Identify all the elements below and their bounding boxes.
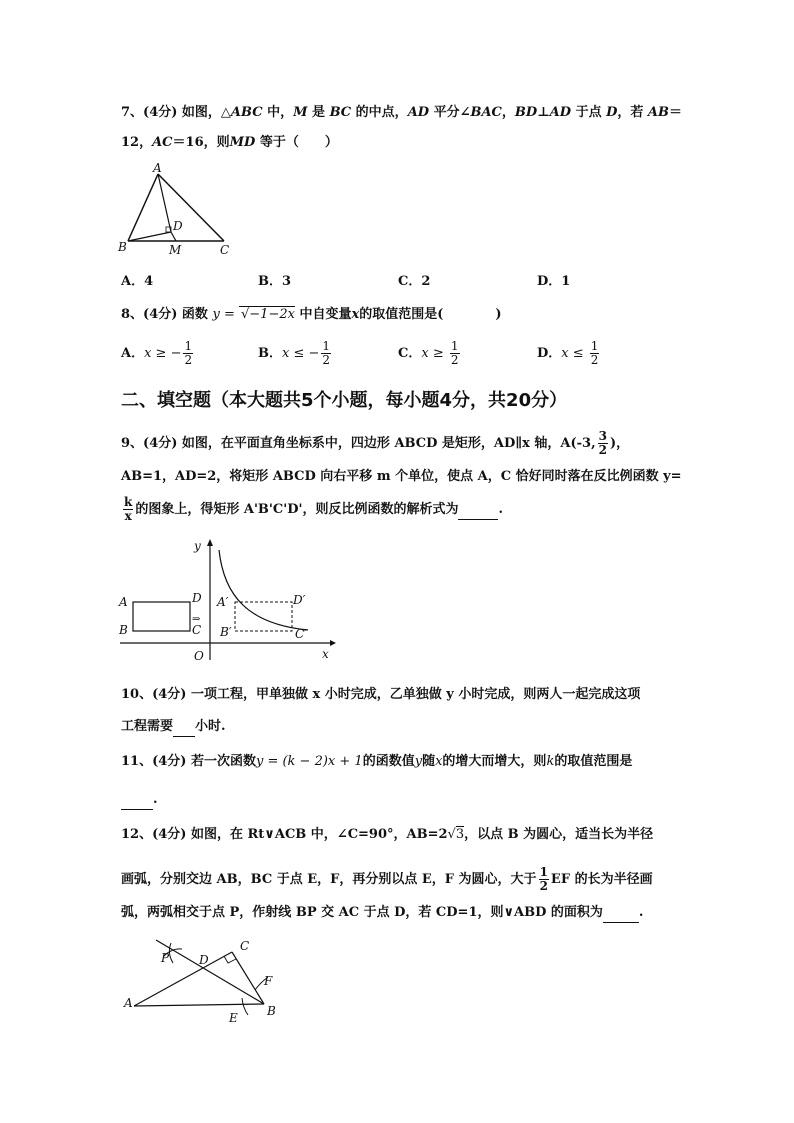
q7-option-c[interactable]: C．2 bbox=[398, 274, 431, 289]
q9-label-a-prime: A′ bbox=[217, 595, 229, 609]
q7-label-c: C bbox=[220, 243, 230, 257]
q8-option-c[interactable]: C．x ≥ $\frac{1}{2}$ bbox=[398, 339, 459, 367]
q9-label-c-prime: C′ bbox=[295, 627, 307, 641]
q8-question: 8、(4分) 函数 y = √−1−2x 中自变量x的取值范围是( ) bbox=[121, 307, 502, 322]
q7-option-b[interactable]: B．3 bbox=[258, 274, 292, 289]
q9-coordinate-figure bbox=[116, 536, 338, 666]
q7-line2: 12，AC＝16，则MD 等于（ ） bbox=[121, 135, 338, 150]
q7-label-d: D bbox=[173, 219, 183, 233]
q7-option-d[interactable]: D．1 bbox=[537, 274, 571, 289]
q12-label-c: C bbox=[240, 939, 250, 953]
q7-label-m: M bbox=[169, 243, 182, 257]
q11-answer-blank[interactable] bbox=[121, 791, 153, 810]
q9-label-y: y bbox=[194, 539, 201, 553]
q9-label-x: x bbox=[322, 647, 329, 661]
q12-label-a: A bbox=[124, 996, 133, 1010]
q7-line1: 7、(4分) 如图，△ABC 中，M 是 BC 的中点，AD 平分∠BAC，BD⊥AD 于点 D，若 AB＝ bbox=[121, 105, 683, 120]
q11-line2: . bbox=[121, 791, 158, 810]
q8-option-a[interactable]: A．x ≥ − $\frac{1}{2}$ bbox=[121, 339, 193, 367]
q9-line2: AB=1，AD=2，将矩形 ABCD 向右平移 m 个单位，使点 A，C 恰好同时落在反比例函数 y= bbox=[121, 469, 682, 484]
q12-label-d: D bbox=[199, 953, 209, 967]
q12-label-p: P bbox=[161, 951, 170, 965]
q9-label-b: B bbox=[119, 623, 128, 637]
q7-label-a: A bbox=[153, 161, 162, 175]
section-2-heading: 二、填空题（本大题共5个小题，每小题4分，共20分） bbox=[121, 390, 568, 411]
q9-label-a: A bbox=[119, 595, 128, 609]
q12-answer-blank[interactable] bbox=[603, 904, 639, 923]
q12-label-b: B bbox=[267, 1004, 276, 1018]
q12-line3: 弧，两弧相交于点 P，作射线 BP 交 AC 于点 D，若 CD=1，则∨ABD 的面积为 . bbox=[121, 904, 643, 923]
q9-arrow: ⇒ bbox=[192, 614, 201, 625]
q9-line1: 9、(4分) 如图，在平面直角坐标系中，四边形 ABCD 是矩形，AD∥x 轴，A(-3, $\frac{3}{2}$ )， bbox=[121, 429, 630, 457]
q9-label-b-prime: B′ bbox=[220, 625, 232, 639]
q8-option-d[interactable]: D．x ≤ $\frac{1}{2}$ bbox=[537, 339, 599, 367]
q9-answer-blank[interactable] bbox=[458, 501, 498, 520]
q9-label-o: O bbox=[194, 649, 204, 663]
q11-line1: 11、(4分) 若一次函数y = (k − 2)x + 1的函数值y随x的增大而增大，则k的取值范围是 bbox=[121, 754, 633, 769]
q7-label-b: B bbox=[118, 240, 127, 254]
q12-label-f: F bbox=[264, 974, 273, 988]
q10-answer-blank[interactable] bbox=[173, 718, 195, 737]
q10-line1: 10、(4分) 一项工程，甲单独做 x 小时完成，乙单独做 y 小时完成，则两人一起完成这项 bbox=[121, 687, 641, 702]
q7-option-a[interactable]: A．4 bbox=[121, 274, 154, 289]
q12-label-e: E bbox=[229, 1011, 238, 1024]
q9-label-c: C bbox=[192, 623, 202, 637]
q12-line1: 12、(4分) 如图，在 Rt∨ACB 中，∠C=90°，AB=2√3，以点 B 为圆心，适当长为半径 bbox=[121, 827, 654, 842]
q12-line2: 画弧，分别交边 AB，BC 于点 E，F，再分别以点 E，F 为圆心，大于 $\frac{1}{2}$ EF 的长为半径画 bbox=[121, 865, 653, 893]
q8-option-b[interactable]: B．x ≤ − $\frac{1}{2}$ bbox=[258, 339, 331, 367]
q7-triangle-figure bbox=[116, 158, 236, 258]
q9-line3: $\frac{k}{x}$ 的图象上，得矩形 A'B'C'D'，则反比例函数的解析式为 . bbox=[124, 495, 503, 523]
q9-label-d-prime: D′ bbox=[293, 593, 306, 607]
q12-construction-figure bbox=[120, 932, 290, 1024]
q10-line2: 工程需要 小时. bbox=[121, 718, 226, 737]
q9-label-d: D bbox=[192, 591, 202, 605]
